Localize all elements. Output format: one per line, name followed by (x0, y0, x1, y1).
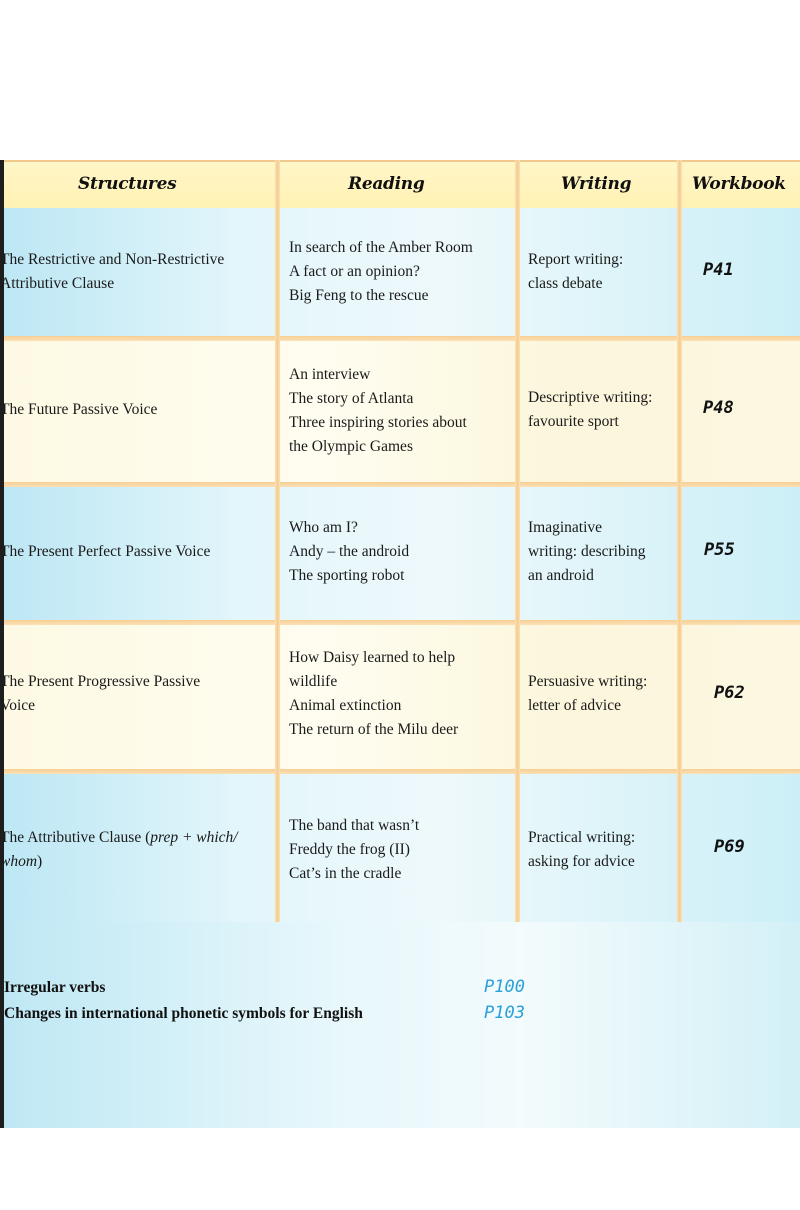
appendix-section (4, 922, 800, 1128)
structure-cell: The Restrictive and Non-Restrictive Attributive Clause (0, 251, 225, 292)
page-bottom-margin (0, 1128, 800, 1210)
reading-cell: In search of the Amber Room A fact or an opinion? Big Feng to the rescue (289, 239, 473, 304)
column-divider (677, 160, 682, 922)
header-workbook: Workbook (692, 174, 786, 194)
structure-cell: The Present Progressive Passive Voice (0, 673, 201, 714)
writing-cell: Imaginative writing: describing an android (528, 519, 646, 584)
contents-table (0, 160, 800, 922)
reading-cell: How Daisy learned to help wildlife Animal extinction The return of the Milu deer (289, 649, 459, 738)
reading-cell: Who am I? Andy – the android The sporting robot (289, 519, 410, 584)
header-structures: Structures (78, 174, 177, 194)
workbook-page: P48 (703, 398, 734, 418)
workbook-page: P55 (704, 540, 735, 560)
writing-cell: Practical writing: asking for advice (528, 829, 636, 870)
writing-cell: Persuasive writing: letter of advice (528, 673, 648, 714)
writing-cell: Descriptive writing: favourite sport (528, 389, 653, 430)
workbook-page: P62 (714, 683, 745, 703)
header-writing: Writing (561, 174, 632, 194)
structure-cell: The Attributive Clause (prep + which/ whom) (0, 829, 238, 870)
workbook-page: P41 (703, 260, 734, 280)
appendix-item-label: Changes in international phonetic symbols for English (4, 1005, 363, 1022)
appendix-item-label: Irregular verbs (4, 979, 106, 996)
reading-cell: An interview The story of Atlanta Three inspiring stories about the Olympic Games (289, 366, 467, 455)
column-divider (275, 160, 280, 922)
workbook-page: P69 (714, 837, 745, 857)
header-reading: Reading (348, 174, 425, 194)
structure-cell: The Present Perfect Passive Voice (0, 543, 211, 560)
page-top-margin (0, 0, 800, 160)
writing-cell: Report writing: class debate (528, 251, 624, 292)
structure-cell: The Future Passive Voice (0, 401, 158, 418)
reading-cell: The band that wasn’t Freddy the frog (II) Cat’s in the cradle (289, 817, 420, 882)
column-divider (515, 160, 520, 922)
appendix-item-page: P103 (484, 1003, 525, 1023)
appendix-item-page: P100 (484, 977, 525, 997)
